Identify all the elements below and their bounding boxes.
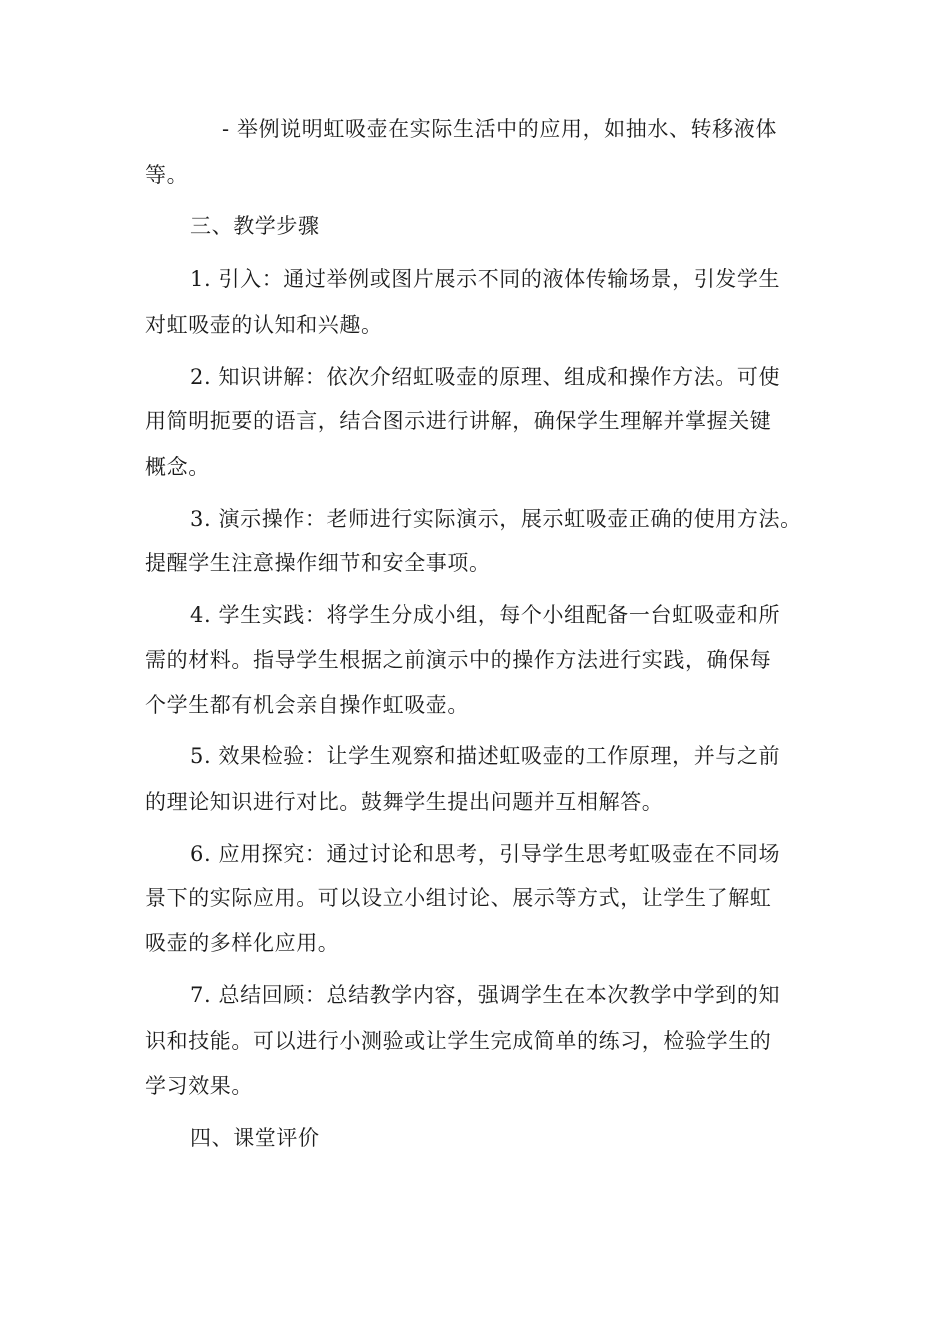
step-5-line: 的理论知识进行对比。鼓舞学生提出问题并互相解答。 [145, 790, 664, 814]
step-6-line: 景下的实际应用。可以设立小组讨论、展示等方式，让学生了解虹 [145, 886, 772, 910]
step-1-line: 1. 引入：通过举例或图片展示不同的液体传输场景，引发学生 [190, 267, 781, 291]
step-4-line: 个学生都有机会亲自操作虹吸壶。 [145, 693, 469, 717]
step-6-line: 吸壶的多样化应用。 [145, 931, 340, 955]
step-7-line: 7. 总结回顾：总结教学内容，强调学生在本次教学中学到的知 [190, 983, 781, 1007]
step-6-line: 6. 应用探究：通过讨论和思考，引导学生思考虹吸壶在不同场 [190, 842, 781, 866]
step-4-line: 需的材料。指导学生根据之前演示中的操作方法进行实践，确保每 [145, 648, 772, 672]
step-4-line: 4. 学生实践：将学生分成小组，每个小组配备一台虹吸壶和所 [190, 603, 781, 627]
step-2-line: 概念。 [145, 455, 210, 479]
step-3-line: 3. 演示操作：老师进行实际演示，展示虹吸壶正确的使用方法。 [190, 507, 802, 531]
bullet-line: - 举例说明虹吸壶在实际生活中的应用，如抽水、转移液体 [222, 117, 777, 141]
section-heading-classroom-evaluation: 四、课堂评价 [190, 1126, 320, 1150]
bullet-line-continuation: 等。 [145, 163, 189, 187]
step-7-line: 学习效果。 [145, 1074, 253, 1098]
step-1-line: 对虹吸壶的认知和兴趣。 [145, 313, 383, 337]
step-2-line: 2. 知识讲解：依次介绍虹吸壶的原理、组成和操作方法。可使 [190, 365, 781, 389]
step-7-line: 识和技能。可以进行小测验或让学生完成简单的练习，检验学生的 [145, 1029, 772, 1053]
step-5-line: 5. 效果检验：让学生观察和描述虹吸壶的工作原理，并与之前 [190, 744, 781, 768]
step-2-line: 用简明扼要的语言，结合图示进行讲解，确保学生理解并掌握关键 [145, 409, 772, 433]
section-heading-teaching-steps: 三、教学步骤 [190, 214, 320, 238]
step-3-line: 提醒学生注意操作细节和安全事项。 [145, 551, 491, 575]
